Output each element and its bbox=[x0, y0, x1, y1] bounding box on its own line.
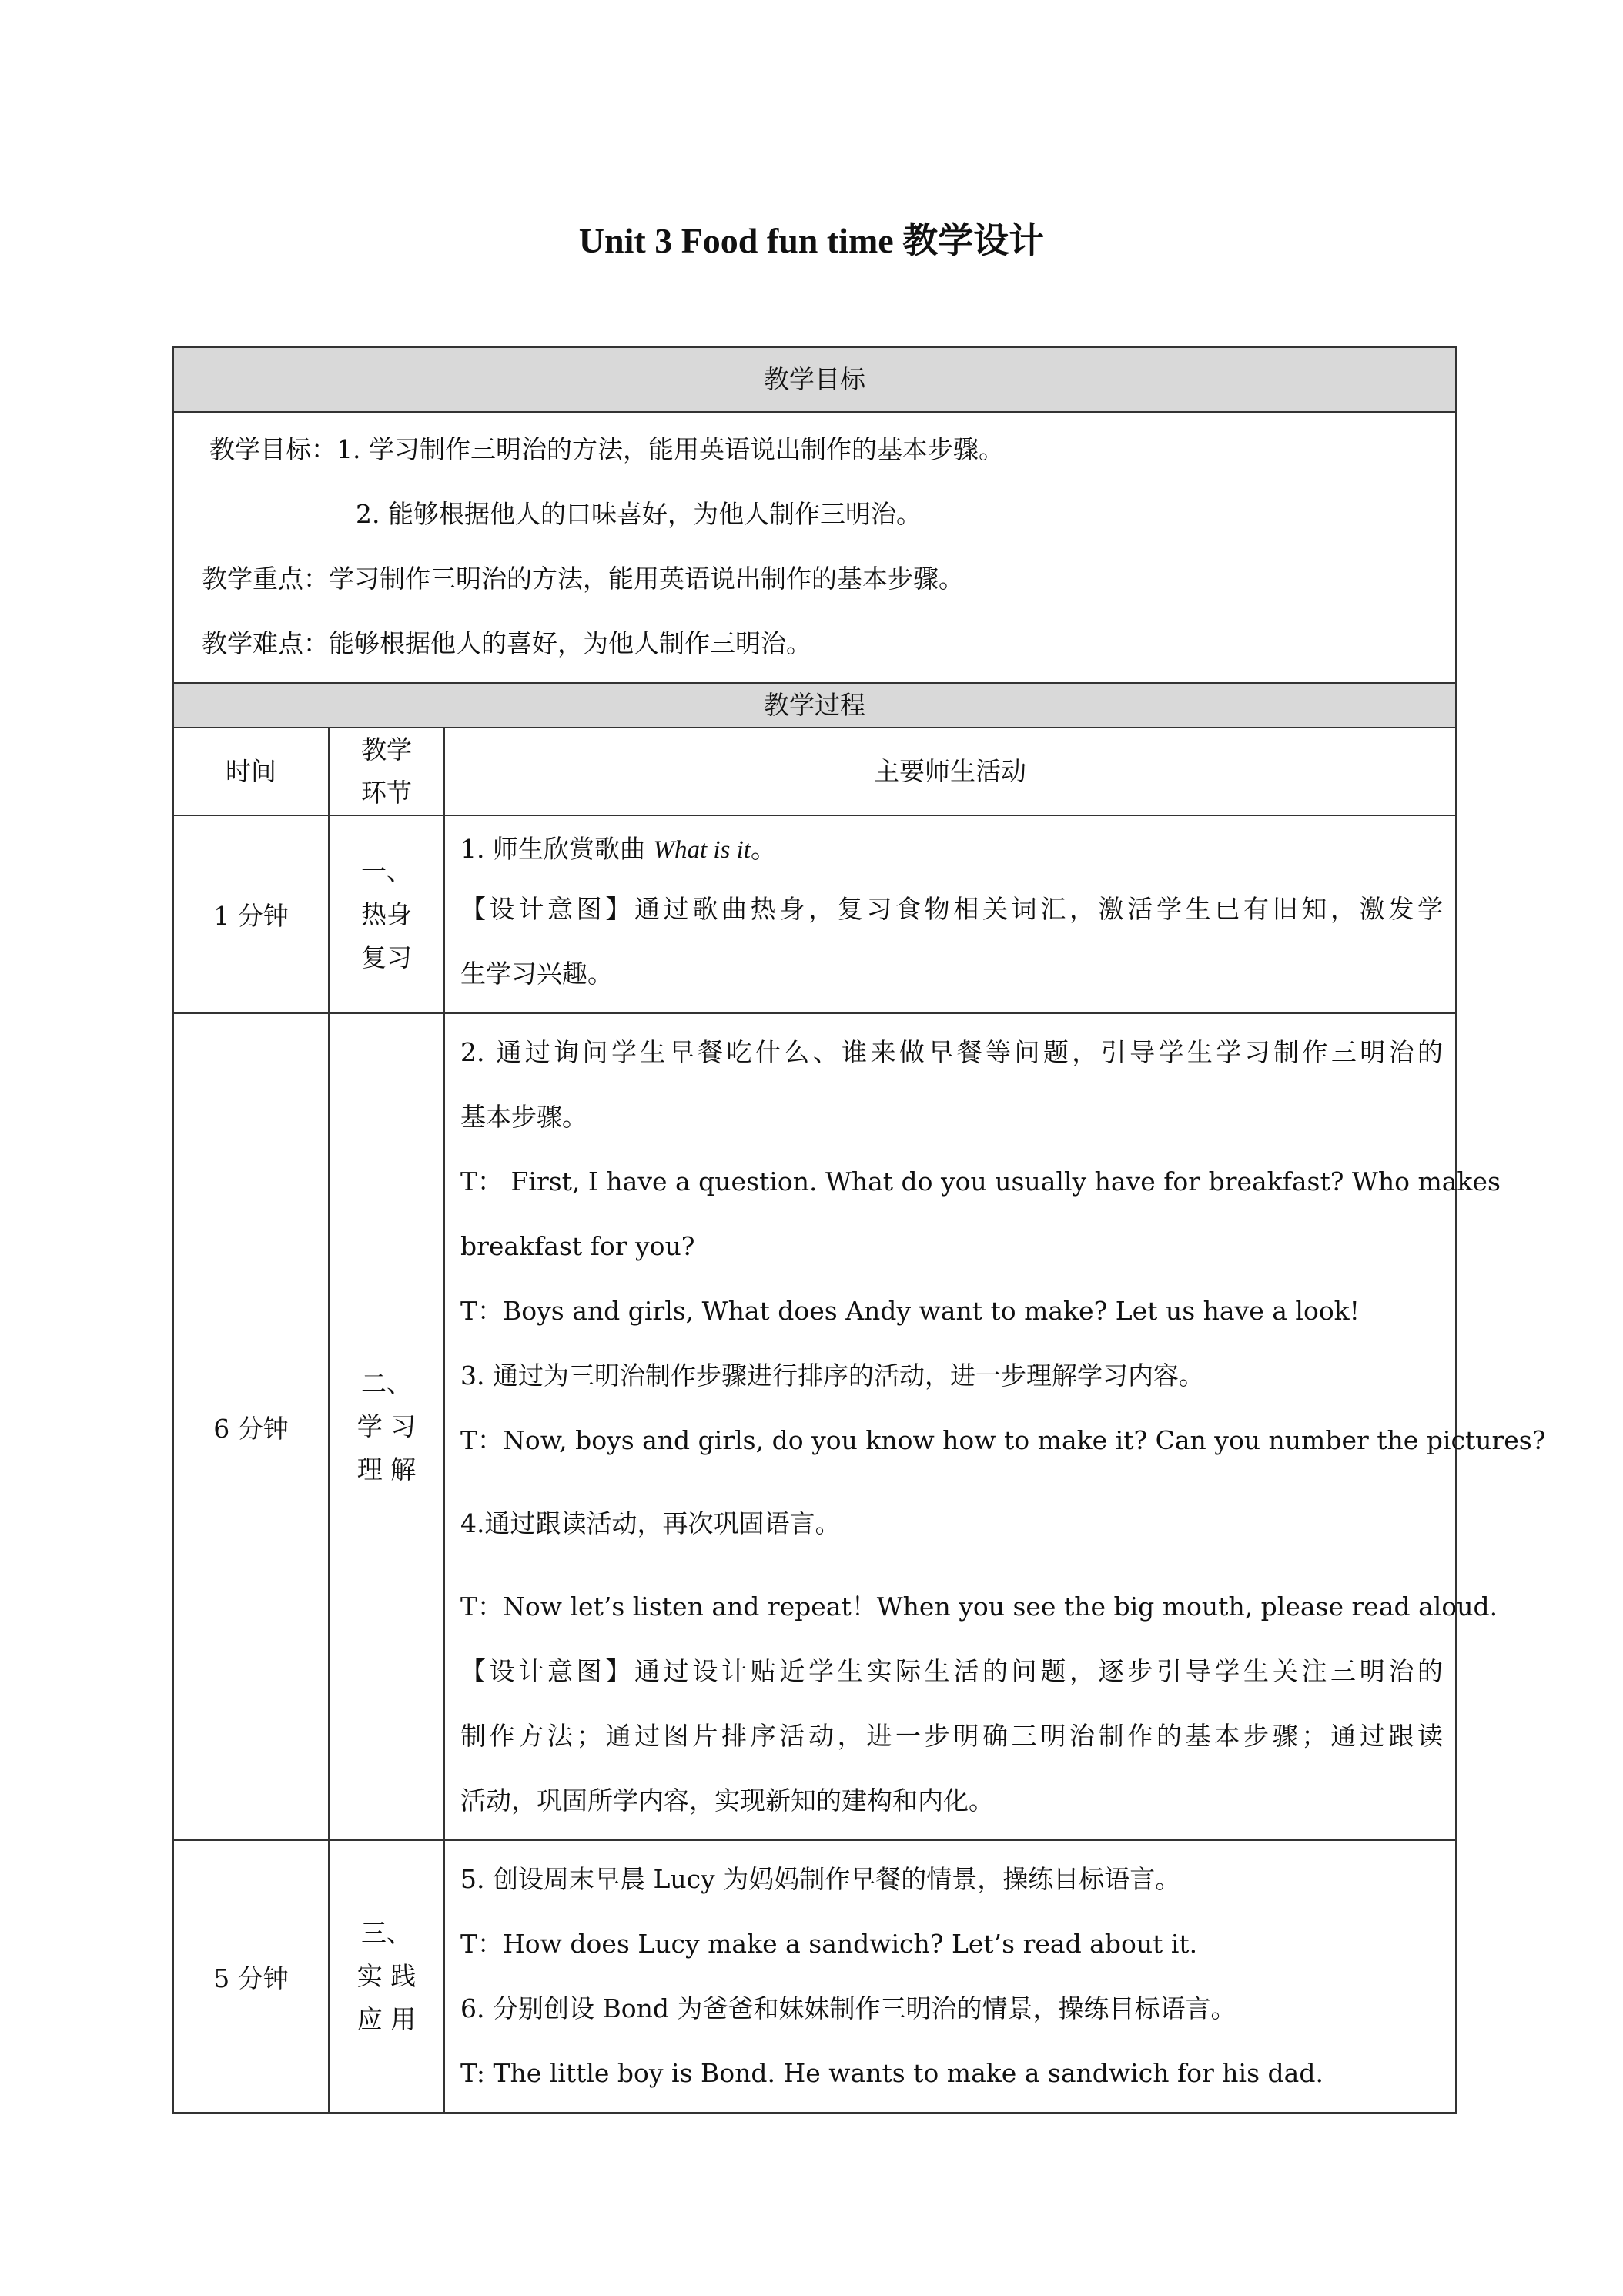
activity-line: 【设计意图】通过歌曲热身，复习食物相关词汇，激活学生已有旧知，激发学 bbox=[460, 894, 1444, 924]
stage-name-line2: 理 解 bbox=[356, 1454, 417, 1484]
document-title: Unit 3 Food fun time 教学设计 bbox=[578, 221, 1045, 260]
goals-header: 教学目标 bbox=[764, 364, 866, 394]
time-cell bbox=[173, 1840, 329, 2113]
activity-line: 4.通过跟读活动，再次巩固语言。 bbox=[460, 1508, 841, 1538]
activity-line: 活动，巩固所学内容，实现新知的建构和内化。 bbox=[460, 1786, 994, 1816]
goals-header-cell bbox=[173, 347, 1456, 412]
stage-column-label-line1: 教学 bbox=[361, 735, 412, 765]
time-cell bbox=[173, 815, 329, 1013]
activity-cell bbox=[444, 1840, 1456, 2113]
activity-line: 5. 创设周末早晨 Lucy 为妈妈制作早餐的情景，操练目标语言。 bbox=[460, 1864, 1181, 1894]
activity-line: 【设计意图】通过设计贴近学生实际生活的问题，逐步引导学生关注三明治的 bbox=[460, 1656, 1444, 1686]
activity-line: T：Now let’s listen and repeat！When you see the big mouth, please read aloud. bbox=[460, 1591, 1498, 1622]
stage-column-header bbox=[329, 728, 444, 815]
activity-line: T： First, I have a question. What do you usually have for breakfast? Who makes bbox=[460, 1166, 1501, 1197]
activity-song-line bbox=[460, 822, 1443, 877]
time-column-label: 时间 bbox=[226, 756, 276, 786]
stage-name-line1: 实 践 bbox=[356, 1961, 417, 1991]
process-header: 教学过程 bbox=[764, 690, 866, 720]
activity-cell bbox=[444, 1013, 1546, 1840]
activity-line: 生学习兴趣。 bbox=[460, 959, 613, 989]
stage-column-label-line2: 环节 bbox=[361, 778, 412, 808]
goal-line-1: 教学目标：1. 学习制作三明治的方法，能用英语说出制作的基本步骤。 bbox=[209, 434, 1004, 464]
stage-cell bbox=[329, 1840, 444, 2113]
key-point-line: 教学重点：学习制作三明治的方法，能用英语说出制作的基本步骤。 bbox=[202, 564, 964, 594]
table-row bbox=[173, 815, 1456, 1013]
stage-name-line1: 热身 bbox=[361, 899, 412, 929]
time-value: 1 分钟 bbox=[213, 901, 289, 931]
goals-content-cell bbox=[173, 412, 1456, 683]
stage-name-line1: 学 习 bbox=[356, 1411, 417, 1441]
stage-cell bbox=[329, 1013, 444, 1840]
activity-line: T：Now, boys and girls, do you know how to make it? Can you number the pictures? bbox=[460, 1425, 1546, 1455]
table-row bbox=[173, 1840, 1456, 2113]
goal-line-2: 2. 能够根据他人的口味喜好，为他人制作三明治。 bbox=[356, 499, 922, 529]
activity-line: T：Boys and girls, What does Andy want to make? Let us have a look! bbox=[460, 1296, 1360, 1326]
goals-header-row bbox=[173, 347, 1456, 412]
activities-column-header bbox=[444, 728, 1456, 815]
activity-line: 基本步骤。 bbox=[460, 1102, 587, 1132]
process-header-cell bbox=[173, 683, 1456, 728]
stage-name-line2: 应 用 bbox=[356, 2004, 417, 2034]
time-value: 6 分钟 bbox=[213, 1413, 289, 1444]
activity-line: 3. 通过为三明治制作步骤进行排序的活动，进一步理解学习内容。 bbox=[460, 1361, 1204, 1391]
table-row bbox=[173, 1013, 1456, 1840]
difficult-point-line: 教学难点：能够根据他人的喜好，为他人制作三明治。 bbox=[202, 628, 812, 658]
stage-number: 三、 bbox=[361, 1918, 412, 1948]
activity-line: T: The little boy is Bond. He wants to make a sandwich for his dad. bbox=[460, 2058, 1323, 2088]
stage-number: 二、 bbox=[361, 1368, 412, 1398]
time-value: 5 分钟 bbox=[213, 1963, 289, 1993]
song-prefix: 1. 师生欣赏歌曲 bbox=[460, 834, 654, 864]
activity-line: breakfast for you? bbox=[460, 1231, 695, 1261]
time-column-header bbox=[173, 728, 329, 815]
activity-line: 6. 分别创设 Bond 为爸爸和妹妹制作三明治的情景，操练目标语言。 bbox=[460, 1993, 1236, 2023]
time-cell bbox=[173, 1013, 329, 1840]
activity-cell bbox=[444, 815, 1456, 1013]
activity-line: 制作方法；通过图片排序活动，进一步明确三明治制作的基本步骤；通过跟读 bbox=[460, 1721, 1444, 1751]
activities-column-label: 主要师生活动 bbox=[874, 756, 1027, 786]
stage-number: 一、 bbox=[361, 855, 412, 886]
activity-line: 2. 通过询问学生早餐吃什么、谁来做早餐等问题，引导学生学习制作三明治的 bbox=[460, 1037, 1444, 1067]
song-suffix: 。 bbox=[750, 834, 776, 864]
stage-cell bbox=[329, 815, 444, 1013]
stage-name-line2: 复习 bbox=[361, 942, 412, 972]
column-header-row bbox=[173, 728, 1456, 815]
process-header-row bbox=[173, 683, 1456, 728]
activity-line: T：How does Lucy make a sandwich? Let’s read about it. bbox=[460, 1929, 1198, 1959]
song-title: What is it bbox=[653, 836, 751, 864]
lesson-plan-table bbox=[172, 346, 1546, 2114]
goals-content-row bbox=[173, 412, 1456, 683]
